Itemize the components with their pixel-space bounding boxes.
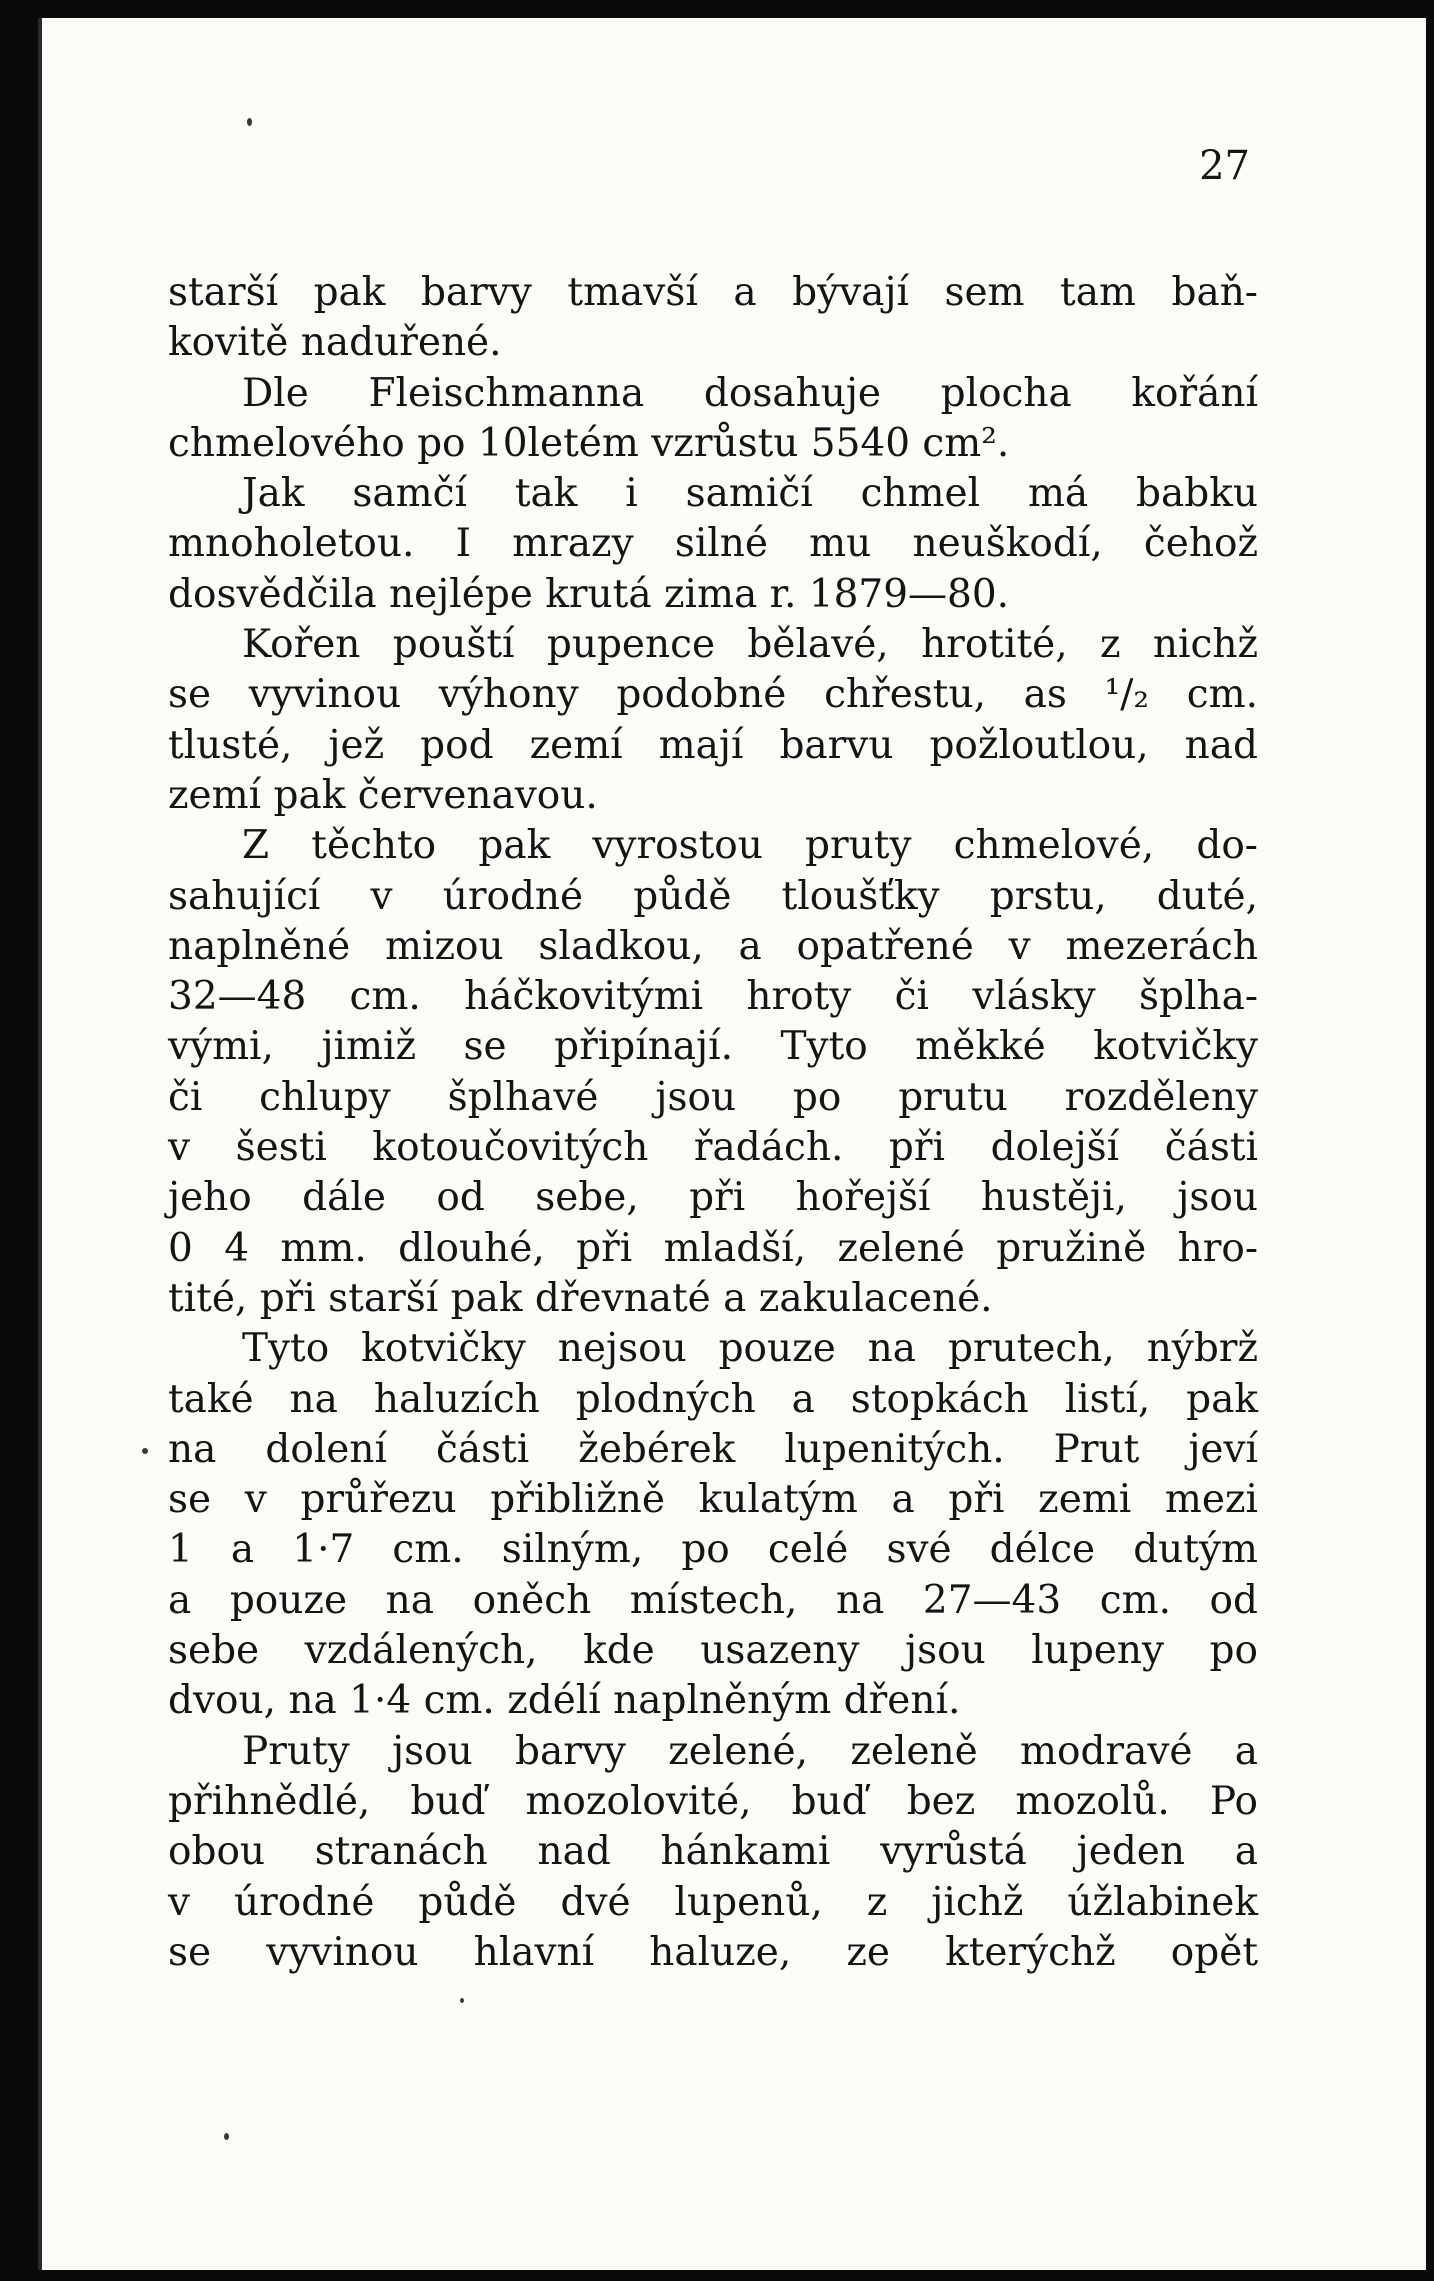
text-line: Kořen pouští pupence bělavé, hrotité, z nichž [242,622,1258,668]
text-line: chmelového po 10letém vzrůstu 5540 cm². [168,420,1010,466]
text-line: Z těchto pak vyrostou pruty chmelové, do- [242,823,1258,869]
text-line: tité, při starší pak dřevnaté a zakulacené. [168,1275,993,1321]
text-line: Pruty jsou barvy zelené, zeleně modravé a [242,1728,1258,1774]
text-line: obou stranách nad hánkami vyrůstá jeden a [168,1829,1258,1875]
text-line: 32—48 cm. háčkovitými hroty či vlásky šplha- [168,974,1258,1020]
text-line: mnoholetou. I mrazy silné mu neuškodí, čehož [168,521,1258,567]
speck-mark [224,2133,229,2140]
text-line: sebe vzdálených, kde usazeny jsou lupeny po [168,1628,1258,1674]
text-line: 0 4 mm. dlouhé, při mladší, zelené pružině hro- [168,1225,1258,1271]
text-line: v šesti kotoučovitých řadách. při dolejší části [168,1125,1258,1171]
book-page [38,18,1426,2270]
page-number: 27 [1199,143,1250,189]
text-line: vými, jimiž se připínají. Tyto měkké kotvičky [168,1024,1258,1070]
text-line: se vyvinou výhony podobné chřestu, as ¹/₂ cm. [168,672,1258,718]
speck-mark [142,1448,148,1454]
text-line: a pouze na oněch místech, na 27—43 cm. od [168,1577,1258,1623]
text-line: se v průřezu přibližně kulatým a při zemi mezi [168,1477,1258,1523]
text-line: se vyvinou hlavní haluze, ze kterýchž opět [168,1929,1258,1975]
text-line: také na haluzích plodných a stopkách listí, pak [168,1376,1258,1422]
text-line: v úrodné půdě dvé lupenů, z jichž úžlabinek [168,1879,1258,1925]
text-line: či chlupy šplhavé jsou po prutu rozděleny [168,1074,1258,1120]
body-text [168,268,1258,1978]
text-line: Dle Fleischmanna dosahuje plocha kořání [242,370,1258,416]
text-line: Jak samčí tak i samičí chmel má babku [242,471,1258,517]
speck-mark [247,118,252,126]
text-line: jeho dále od sebe, při hořejší hustěji, jsou [168,1175,1258,1221]
text-line: 1 a 1·7 cm. silným, po celé své délce dutým [168,1527,1258,1573]
text-line: naplněné mizou sladkou, a opatřené v mezerách [168,923,1258,969]
text-line: na dolení části žebérek lupenitých. Prut jeví [168,1426,1258,1472]
text-line: zemí pak červenavou. [168,772,598,818]
text-line: dosvědčila nejlépe krutá zima r. 1879—80. [168,571,1010,617]
text-line: starší pak barvy tmavší a bývají sem tam baň- [168,270,1258,315]
text-line: sahující v úrodné půdě tloušťky prstu, duté, [168,873,1258,919]
text-line: kovitě naduřené. [168,320,502,366]
text-line: přihnědlé, buď mozolovité, buď bez mozolů. Po [168,1778,1258,1824]
text-line: dvou, na 1·4 cm. zdélí naplněným dření. [168,1678,961,1724]
text-line: tlusté, jež pod zemí mají barvu požloutlou, nad [168,722,1258,768]
text-line: Tyto kotvičky nejsou pouze na prutech, nýbrž [242,1326,1258,1372]
speck-mark [460,1998,464,2003]
